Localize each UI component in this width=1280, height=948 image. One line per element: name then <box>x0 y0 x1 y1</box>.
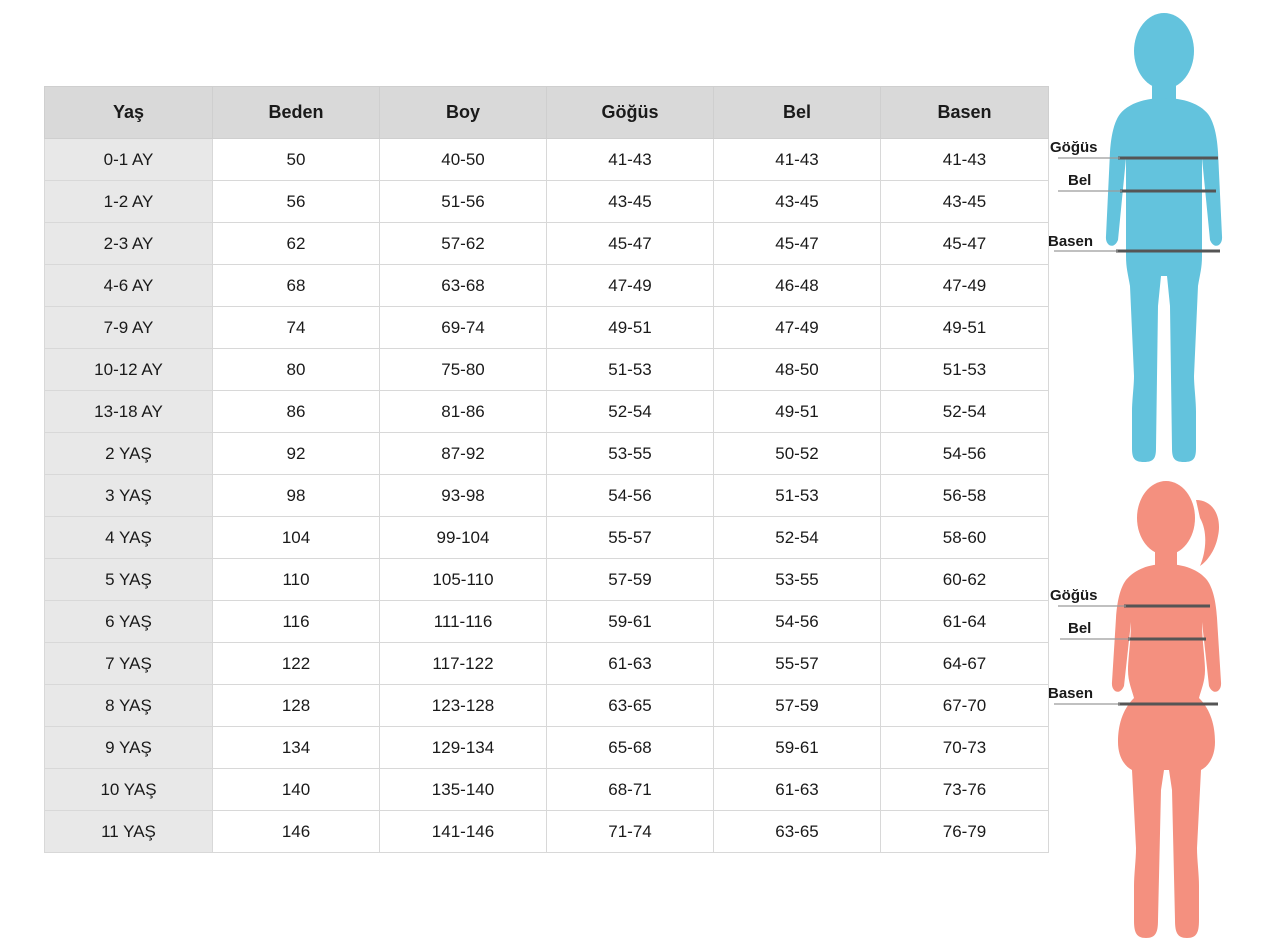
table-row <box>45 265 1049 307</box>
cell-waist: 63-65 <box>714 811 881 853</box>
cell-age: 5 YAŞ <box>45 559 213 601</box>
cell-hip: 54-56 <box>881 433 1049 475</box>
cell-size: 140 <box>213 769 380 811</box>
cell-age: 7 YAŞ <box>45 643 213 685</box>
cell-size: 116 <box>213 601 380 643</box>
cell-age: 8 YAŞ <box>45 685 213 727</box>
table-row <box>45 559 1049 601</box>
table-header <box>45 87 1049 139</box>
cell-age: 1-2 AY <box>45 181 213 223</box>
cell-age: 2-3 AY <box>45 223 213 265</box>
girl-silhouette-icon <box>1048 470 1280 948</box>
table-row <box>45 475 1049 517</box>
boy-figure <box>1048 6 1280 476</box>
column-header-hip: Basen <box>881 87 1049 139</box>
table-row <box>45 223 1049 265</box>
boy-chest-label: Göğüs <box>1050 139 1098 156</box>
cell-hip: 73-76 <box>881 769 1049 811</box>
cell-size: 134 <box>213 727 380 769</box>
cell-hip: 70-73 <box>881 727 1049 769</box>
cell-height: 51-56 <box>380 181 547 223</box>
cell-chest: 57-59 <box>547 559 714 601</box>
cell-chest: 68-71 <box>547 769 714 811</box>
cell-hip: 47-49 <box>881 265 1049 307</box>
cell-waist: 61-63 <box>714 769 881 811</box>
cell-size: 74 <box>213 307 380 349</box>
cell-chest: 54-56 <box>547 475 714 517</box>
cell-age: 4 YAŞ <box>45 517 213 559</box>
cell-waist: 59-61 <box>714 727 881 769</box>
cell-size: 98 <box>213 475 380 517</box>
table-header-row <box>45 87 1049 139</box>
cell-waist: 57-59 <box>714 685 881 727</box>
girl-hip-label: Basen <box>1048 685 1094 702</box>
table-row <box>45 811 1049 853</box>
cell-waist: 45-47 <box>714 223 881 265</box>
cell-chest: 51-53 <box>547 349 714 391</box>
measurement-figures <box>1048 0 1280 948</box>
table-row <box>45 391 1049 433</box>
cell-size: 92 <box>213 433 380 475</box>
cell-waist: 53-55 <box>714 559 881 601</box>
cell-hip: 64-67 <box>881 643 1049 685</box>
cell-hip: 43-45 <box>881 181 1049 223</box>
column-header-size: Beden <box>213 87 380 139</box>
cell-waist: 52-54 <box>714 517 881 559</box>
size-table-container <box>44 86 1048 853</box>
cell-age: 11 YAŞ <box>45 811 213 853</box>
table-row <box>45 139 1049 181</box>
cell-chest: 55-57 <box>547 517 714 559</box>
cell-height: 105-110 <box>380 559 547 601</box>
cell-chest: 49-51 <box>547 307 714 349</box>
cell-age: 13-18 AY <box>45 391 213 433</box>
cell-waist: 49-51 <box>714 391 881 433</box>
table-row <box>45 349 1049 391</box>
column-header-age: Yaş <box>45 87 213 139</box>
table-body <box>45 139 1049 853</box>
cell-size: 80 <box>213 349 380 391</box>
cell-age: 9 YAŞ <box>45 727 213 769</box>
cell-chest: 61-63 <box>547 643 714 685</box>
cell-height: 93-98 <box>380 475 547 517</box>
boy-hip-label: Basen <box>1048 233 1094 250</box>
cell-waist: 54-56 <box>714 601 881 643</box>
table-row <box>45 601 1049 643</box>
cell-height: 81-86 <box>380 391 547 433</box>
column-header-chest: Göğüs <box>547 87 714 139</box>
cell-height: 117-122 <box>380 643 547 685</box>
column-header-height: Boy <box>380 87 547 139</box>
cell-waist: 51-53 <box>714 475 881 517</box>
cell-chest: 45-47 <box>547 223 714 265</box>
cell-chest: 59-61 <box>547 601 714 643</box>
cell-height: 87-92 <box>380 433 547 475</box>
cell-size: 68 <box>213 265 380 307</box>
cell-hip: 67-70 <box>881 685 1049 727</box>
table-row <box>45 769 1049 811</box>
cell-height: 75-80 <box>380 349 547 391</box>
cell-hip: 41-43 <box>881 139 1049 181</box>
table-row <box>45 433 1049 475</box>
cell-height: 63-68 <box>380 265 547 307</box>
table-row <box>45 685 1049 727</box>
cell-hip: 52-54 <box>881 391 1049 433</box>
cell-chest: 53-55 <box>547 433 714 475</box>
size-table <box>44 86 1049 853</box>
cell-height: 57-62 <box>380 223 547 265</box>
cell-chest: 41-43 <box>547 139 714 181</box>
cell-size: 128 <box>213 685 380 727</box>
cell-height: 135-140 <box>380 769 547 811</box>
cell-chest: 43-45 <box>547 181 714 223</box>
cell-height: 99-104 <box>380 517 547 559</box>
cell-hip: 56-58 <box>881 475 1049 517</box>
cell-size: 56 <box>213 181 380 223</box>
cell-age: 10 YAŞ <box>45 769 213 811</box>
cell-hip: 76-79 <box>881 811 1049 853</box>
table-row <box>45 181 1049 223</box>
cell-age: 4-6 AY <box>45 265 213 307</box>
cell-size: 62 <box>213 223 380 265</box>
cell-waist: 43-45 <box>714 181 881 223</box>
cell-age: 7-9 AY <box>45 307 213 349</box>
cell-size: 50 <box>213 139 380 181</box>
table-row <box>45 517 1049 559</box>
cell-size: 122 <box>213 643 380 685</box>
cell-height: 129-134 <box>380 727 547 769</box>
cell-chest: 71-74 <box>547 811 714 853</box>
cell-hip: 60-62 <box>881 559 1049 601</box>
cell-waist: 48-50 <box>714 349 881 391</box>
cell-hip: 45-47 <box>881 223 1049 265</box>
cell-chest: 63-65 <box>547 685 714 727</box>
cell-height: 141-146 <box>380 811 547 853</box>
cell-age: 6 YAŞ <box>45 601 213 643</box>
cell-size: 110 <box>213 559 380 601</box>
cell-waist: 41-43 <box>714 139 881 181</box>
cell-hip: 61-64 <box>881 601 1049 643</box>
cell-age: 2 YAŞ <box>45 433 213 475</box>
cell-chest: 52-54 <box>547 391 714 433</box>
girl-waist-label: Bel <box>1068 620 1092 637</box>
cell-chest: 65-68 <box>547 727 714 769</box>
boy-waist-label: Bel <box>1068 172 1092 189</box>
cell-age: 3 YAŞ <box>45 475 213 517</box>
column-header-waist: Bel <box>714 87 881 139</box>
cell-height: 123-128 <box>380 685 547 727</box>
cell-age: 10-12 AY <box>45 349 213 391</box>
cell-chest: 47-49 <box>547 265 714 307</box>
cell-waist: 46-48 <box>714 265 881 307</box>
cell-hip: 51-53 <box>881 349 1049 391</box>
cell-height: 111-116 <box>380 601 547 643</box>
cell-size: 104 <box>213 517 380 559</box>
girl-chest-label: Göğüs <box>1050 587 1098 604</box>
cell-age: 0-1 AY <box>45 139 213 181</box>
cell-waist: 55-57 <box>714 643 881 685</box>
cell-size: 86 <box>213 391 380 433</box>
cell-height: 69-74 <box>380 307 547 349</box>
girl-figure <box>1048 470 1280 948</box>
cell-waist: 50-52 <box>714 433 881 475</box>
table-row <box>45 307 1049 349</box>
cell-size: 146 <box>213 811 380 853</box>
table-row <box>45 643 1049 685</box>
cell-hip: 58-60 <box>881 517 1049 559</box>
table-row <box>45 727 1049 769</box>
cell-hip: 49-51 <box>881 307 1049 349</box>
cell-waist: 47-49 <box>714 307 881 349</box>
cell-height: 40-50 <box>380 139 547 181</box>
